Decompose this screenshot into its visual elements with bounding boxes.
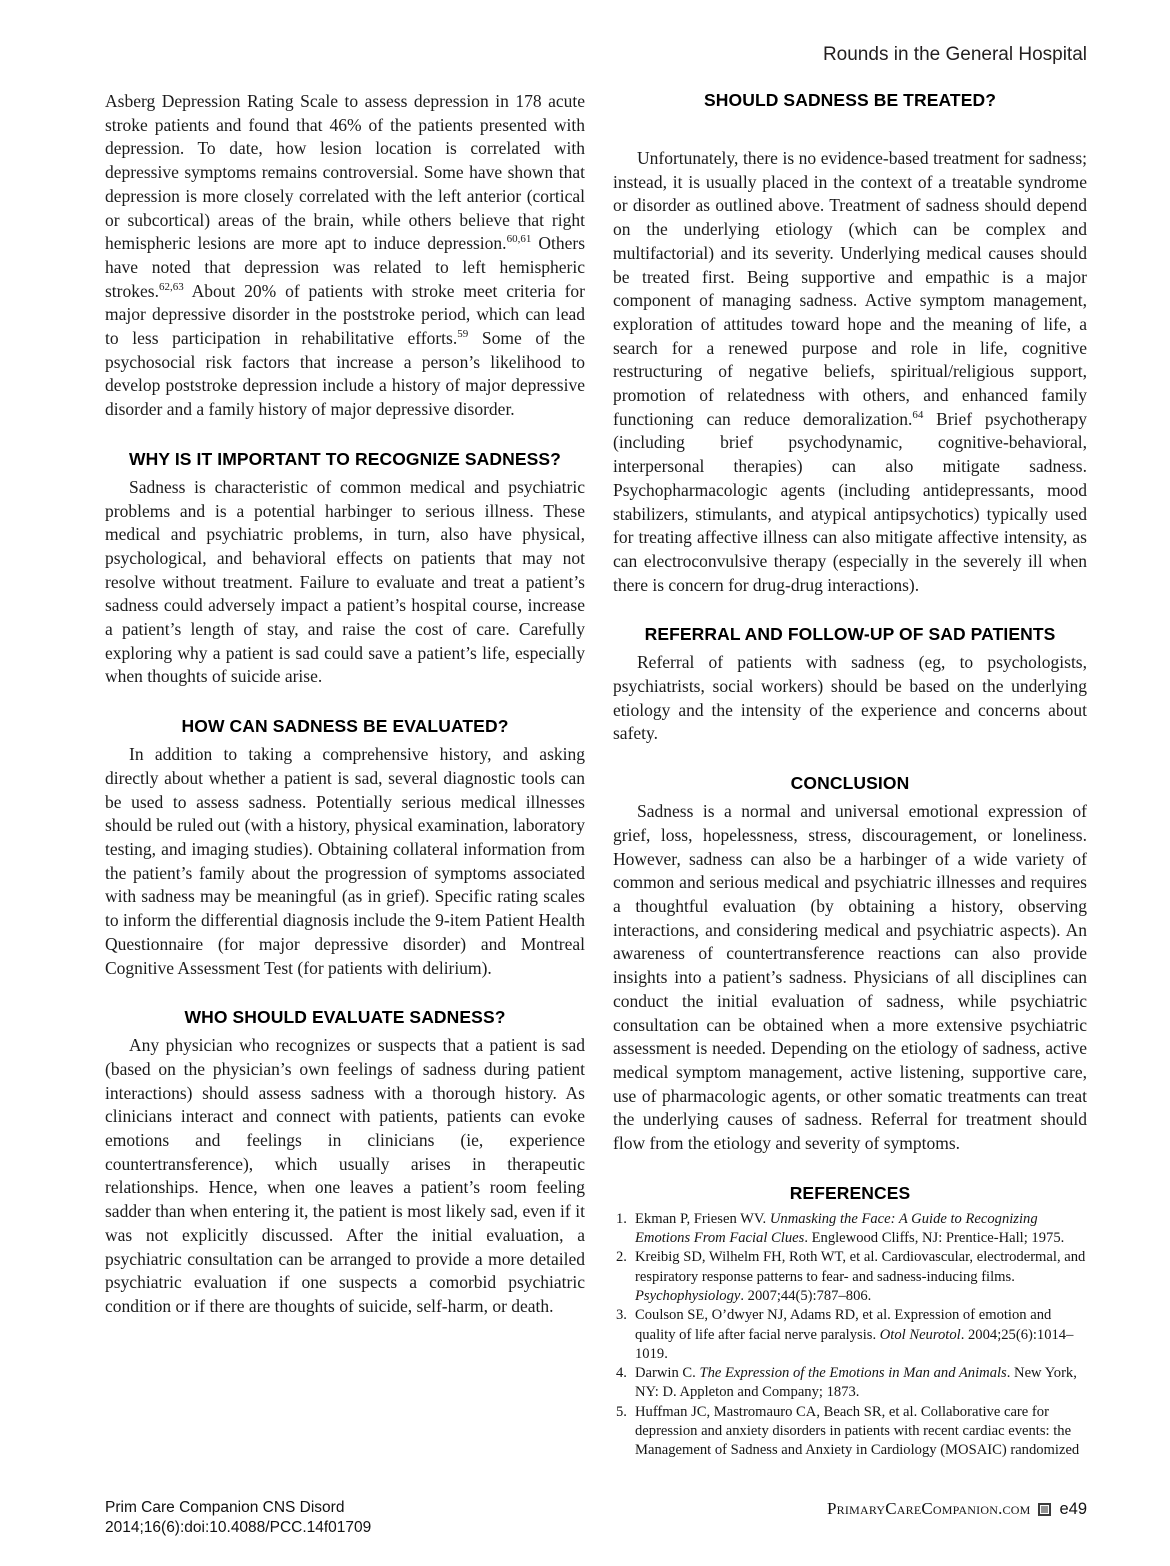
body-text: Others have noted that depression was related to left hemispheric strokes. [105, 233, 586, 301]
reference-authors: Ekman P, Friesen WV. [635, 1210, 770, 1227]
page-number: e49 [1059, 1499, 1087, 1518]
reference-text [635, 1210, 1087, 1249]
section-heading-why-recognize-sadness: WHY IS IT IMPORTANT TO RECOGNIZE SADNESS? [129, 448, 561, 469]
reference-item [613, 1248, 1087, 1306]
footer-right [827, 1498, 1087, 1519]
paragraph-who-should-evaluate: Any physician who recognizes or suspects that a patient is sad (based on the physician’s own feelings of sadness during patient interactions) should assess sadness with a thorough history. As clinicians interact and connect with patients, patients can evoke emotions and feelings in clinicians (ie, experience countertransference), which usually arises in therapeutic relationships. Hence, when one leaves a patient’s room feeling sadder than when entering it, the patient is most likely sad, even if it was not explicitly discussed. After the initial evaluation, a psychiatric consultation can be arranged to provide a more detailed psychiatric evaluation if one suspects a comorbid psychiatric condition or if there are thoughts of suicide, self-harm, or death. [105, 1035, 585, 1316]
body-text: Asberg Depression Rating Scale to assess depression in 178 acute stroke patients and found that 46% of the patients presented with depression. To date, how lesion location is correlated with depressive symptoms remains controversial. Some have shown that depression is more closely correlated with the left anterior (cortical or subcortical) areas of the brain, while others believe that right hemispheric lesions are more apt to induce depression. [105, 91, 585, 254]
section-heading-conclusion: CONCLUSION [790, 773, 910, 794]
paragraph-how-evaluated: In addition to taking a comprehensive history, and asking directly about whether a patient is sad, several diagnostic tools can be used to assess sadness. Potentially serious medical illnesses should be ruled out (with a history, physical examination, laboratory testing, and imaging studies). Obtaining collateral information from the patient’s family about the progression of symptoms associated with sadness may be meaningful (as in grief). Specific rating scales to inform the differential diagnosis include the 9-item Patient Health Questionnaire (for major depressive disorder) and Montreal Cognitive Assessment Test (for patients with delirium). [105, 744, 585, 978]
paragraph-poststroke-depression [105, 90, 585, 422]
journal-doi: 2014;16(6):doi:10.4088/PCC.14f01709 [105, 1519, 372, 1536]
section-heading-references: REFERENCES [789, 1182, 911, 1203]
citation-superscript: 64 [912, 408, 924, 421]
reference-item [613, 1306, 1087, 1364]
reference-details: . Englewood Cliffs, NJ: Prentice-Hall; 1975. [804, 1230, 1065, 1247]
reference-number: 4. [616, 1365, 627, 1382]
right-column [613, 90, 1087, 1461]
reference-list [613, 1210, 1087, 1461]
reference-text [635, 1403, 1087, 1461]
reference-number: 2. [616, 1249, 627, 1266]
reference-authors: Darwin C. [635, 1365, 700, 1382]
reference-item [613, 1364, 1087, 1403]
page-marker-icon [1038, 1503, 1051, 1516]
citation-superscript: 62,63 [158, 280, 184, 293]
section-heading-should-sadness-be-treated: SHOULD SADNESS BE TREATED? [703, 90, 997, 110]
body-text: Some of the psychosocial risk factors that increase a person’s likelihood to develop poststroke depression include a history of major depressive disorder and a family history of major depressive disorder. [105, 328, 585, 420]
journal-name: Prim Care Companion CNS Disord [105, 1499, 345, 1516]
section-heading-how-evaluated: HOW CAN SADNESS BE EVALUATED? [181, 716, 509, 737]
paragraph-conclusion: Sadness is a normal and universal emotional expression of grief, loss, hopelessness, stress, discouragement, or loneliness. However, sadness can also be a harbinger of a wide variety of common and serious medical and psychiatric illnesses and requires a thoughtful evaluation (by obtaining a history, observing interactions, and considering medical and psychiatric aspects). An awareness of countertransference reactions can also provide insights into a patient’s sadness. Physicians of all disciplines can conduct the initial evaluation of sadness, while psychiatric consultation can be obtained when a more extensive psychiatric assessment is needed. Depending on the etiology of sadness, active medical symptom management, active listening, supportive care, use of pharmacologic agents, or other somatic treatments can treat the underlying causes of sadness. Referral for treatment should flow from the etiology and severity of symptoms. [613, 801, 1087, 1154]
journal-citation [105, 1498, 371, 1538]
body-text: About 20% of patients with stroke meet criteria for major depressive disorder in the poststroke period, which can lead to less participation in rehabilitative efforts. [105, 280, 585, 349]
reference-details: . 2007;44(5):787–806. [740, 1287, 872, 1304]
reference-number: 5. [616, 1403, 627, 1420]
reference-details: . New York, NY: D. Appleton and Company; 1873. [635, 1365, 1077, 1401]
reference-authors: Kreibig SD, Wilhelm FH, Roth WT, et al. Cardiovascular, electrodermal, and respiratory response patterns to fear- and sadness-inducing films. [635, 1249, 1086, 1285]
running-head [105, 44, 1087, 66]
reference-text [635, 1248, 1087, 1306]
reference-number: 3. [616, 1307, 627, 1324]
reference-source: Unmasking the Face: A Guide to Recognizing Emotions From Facial Clues [635, 1210, 1038, 1247]
reference-text [635, 1306, 1087, 1364]
body-text: Brief psychotherapy (including brief psychodynamic, cognitive-behavioral, interpersonal therapies) can also mitigate sadness. Psychopharmacologic agents (including antidepressants, mood stabilizers, stimulants, and atypical antipsychotics) typically used for treating affective illness can also mitigate affective intensity, as can electroconvulsive therapy (especially in the severely ill when there is concern for drug-drug interactions). [613, 408, 1087, 595]
reference-authors: Coulson SE, O’dwyer NJ, Adams RD, et al. Expression of emotion and quality of life after facial nerve paralysis. [635, 1307, 1052, 1343]
reference-item [613, 1210, 1087, 1249]
reference-source: Otol Neurotol [879, 1326, 961, 1343]
reference-source: Psychophysiology [635, 1287, 741, 1304]
paragraph-treatment [613, 147, 1087, 597]
content-columns [105, 90, 1087, 1461]
journal-website: PrimaryCareCompanion.com [827, 1499, 1031, 1518]
section-heading-who-should-evaluate: WHO SHOULD EVALUATE SADNESS? [184, 1007, 506, 1028]
reference-authors: Huffman JC, Mastromauro CA, Beach SR, et al. Collaborative care for depression and anxiety disorders in patients with recent cardiac events: the Management of Sadness and Anxiety in Cardiology (MOSAIC) randomized [635, 1403, 1080, 1459]
paragraph-referral: Referral of patients with sadness (eg, to psychologists, psychiatrists, social workers) should be based on the underlying etiology and the intensity of the experience and concerns about safety. [613, 652, 1087, 744]
paragraph-why-recognize-sadness: Sadness is characteristic of common medical and psychiatric problems and is a potential harbinger to serious illness. These medical and psychiatric problems, in turn, also have physical, psychological, and behavioral effects on patients that may not resolve without treatment. Failure to evaluate and treat a patient’s sadness could adversely impact a patient’s hospital course, increase a patient’s length of stay, and raise the cost of care. Carefully exploring why a patient is sad could save a patient’s life, especially when thoughts of suicide arise. [105, 476, 585, 687]
reference-number: 1. [616, 1210, 627, 1227]
left-column [105, 90, 585, 1461]
body-text: Unfortunately, there is no evidence-based treatment for sadness; instead, it is usually placed in the context of a treatable syndrome or disorder as outlined above. Treatment of sadness should depend on the underlying etiology (which can be complex and multifactorial) and its severity. Underlying medical causes should be treated first. Being supportive and empathic is a major component of managing sadness. Active symptom management, exploration of attitudes toward hope and the meaning of life, a search for a renewed purpose and role in life, cognitive restructuring of negative beliefs, spiritual/religious support, promotion of relatedness with others, and enhanced family functioning can reduce demoralization. [613, 148, 1087, 429]
page-footer [105, 1498, 1087, 1538]
reference-details: . 2004;25(6):1014–1019. [635, 1326, 1074, 1362]
citation-superscript: 60,61 [506, 233, 532, 246]
citation-superscript: 59 [457, 328, 469, 341]
reference-source: The Expression of the Emotions in Man and Animals [699, 1365, 1007, 1382]
running-head-title: Rounds in the General Hospital [822, 44, 1087, 65]
section-heading-referral-follow-up: REFERRAL AND FOLLOW-UP OF SAD PATIENTS [644, 624, 1056, 645]
reference-item [613, 1403, 1087, 1461]
reference-text [635, 1364, 1087, 1403]
